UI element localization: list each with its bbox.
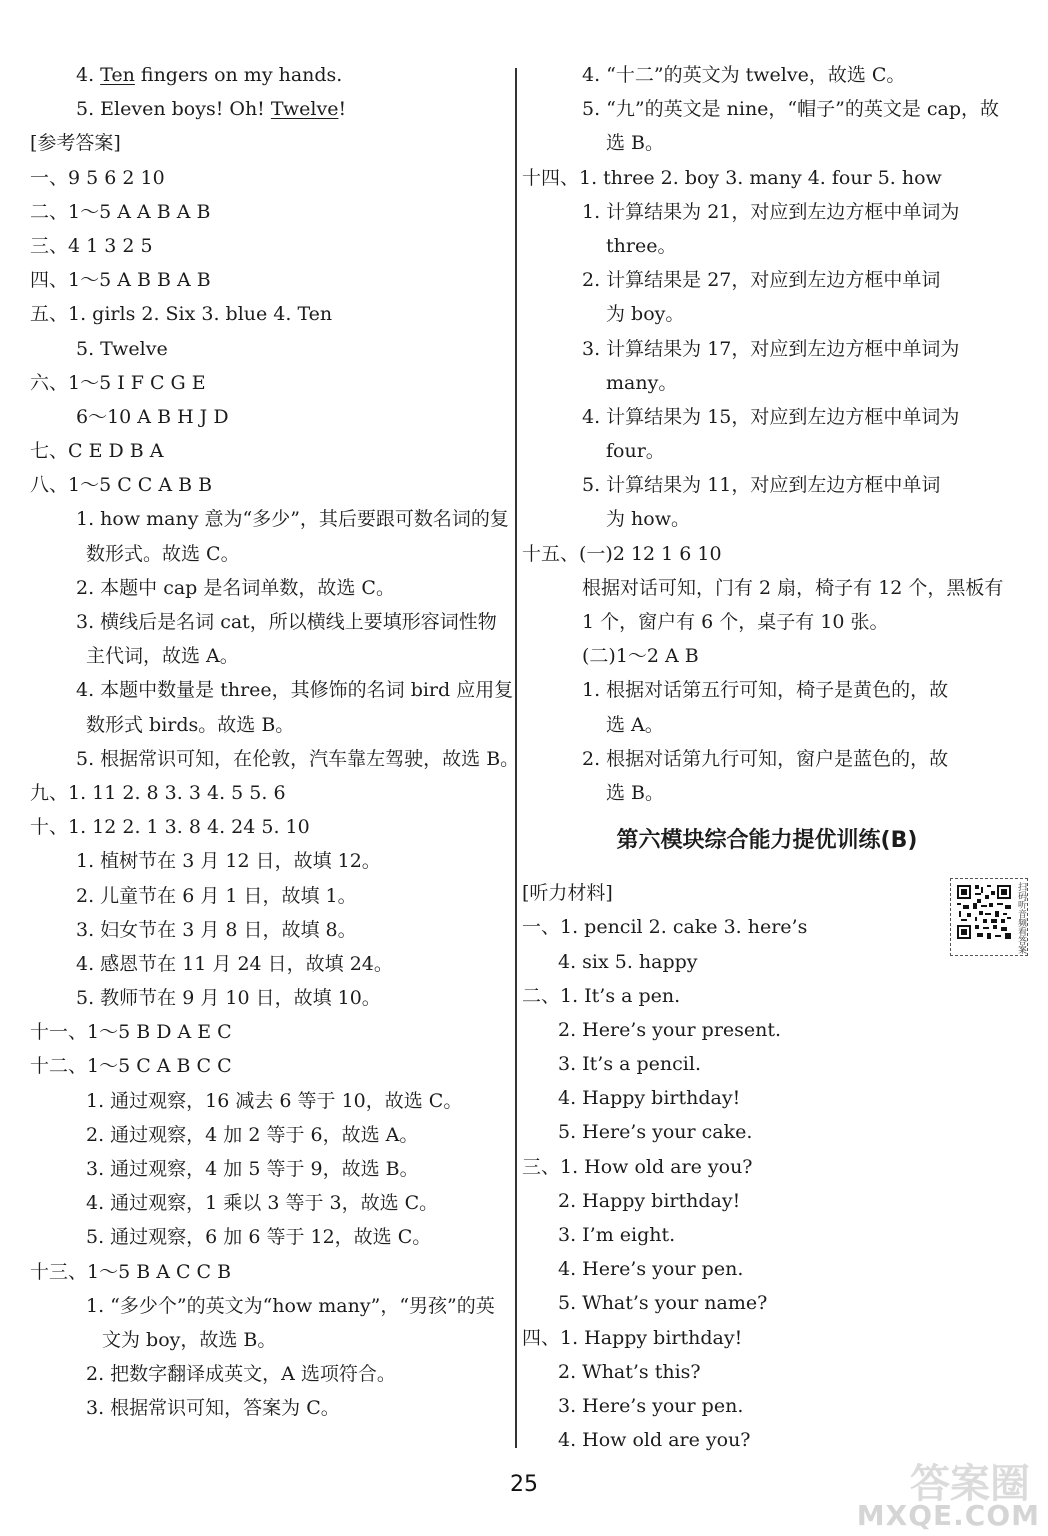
answer-line: 四、1～5 A B B A B — [30, 269, 211, 292]
listening-line: 2. What’s this? — [558, 1360, 701, 1383]
watermark — [856, 1452, 1040, 1532]
answer-line: 十一、1～5 B D A E C — [30, 1021, 232, 1044]
listening-line: 3. Here’s your pen. — [558, 1394, 744, 1417]
explanation-line: 5. 计算结果为 11，对应到左边方框中单词 — [582, 474, 941, 497]
explanation-line: 文为 boy，故选 B。 — [102, 1328, 277, 1351]
answer-line: 三、4 1 3 2 5 — [30, 234, 153, 257]
explanation-line: 4. “十二”的英文为 twelve，故选 C。 — [582, 64, 906, 86]
answer-line: (二)1～2 A B — [582, 645, 699, 668]
qr-code[interactable] — [950, 878, 1028, 956]
listening-heading: [听力材料] — [522, 882, 613, 905]
listening-line: 5. What’s your name? — [558, 1292, 768, 1315]
explanation-line: 1 个，窗户有 6 个，桌子有 10 张。 — [582, 611, 889, 633]
listening-line: 4. Here’s your pen. — [558, 1258, 744, 1281]
listening-line: 一、1. pencil 2. cake 3. here’s — [522, 916, 808, 939]
explanation-line: 根据对话可知，门有 2 扇，椅子有 12 个，黑板有 — [582, 576, 1004, 599]
explanation-line: 为 boy。 — [606, 303, 685, 326]
listening-line: 5. Eleven boys! Oh! Twelve! — [76, 98, 347, 121]
answer-line: 一、9 5 6 2 10 — [30, 166, 165, 189]
listening-line: 四、1. Happy birthday! — [522, 1326, 743, 1349]
answer-line: 6～10 A B H J D — [76, 405, 229, 428]
explanation-line: 1. 植树节在 3 月 12 日，故填 12。 — [76, 850, 381, 873]
explanation-line: 选 B。 — [606, 781, 665, 804]
answer-line: 九、1. 11 2. 8 3. 3 4. 5 5. 6 — [30, 781, 286, 804]
qr-caption: 扫码听音频看答案 — [1016, 882, 1026, 954]
answer-line: 八、1～5 C C A B B — [30, 474, 213, 497]
listening-line: 3. It’s a pencil. — [558, 1053, 701, 1076]
answer-line: 十三、1～5 B A C C B — [30, 1260, 232, 1283]
explanation-line: 2. 计算结果是 27，对应到左边方框中单词 — [582, 269, 941, 292]
answer-line: 七、C E D B A — [30, 440, 164, 463]
section-title: 第六模块综合能力提优训练(B) — [616, 828, 918, 854]
right-column — [522, 58, 1012, 1457]
listening-line: 4. Ten fingers on my hands. — [76, 64, 343, 86]
explanation-line: 4. 本题中数量是 three，其修饰的名词 bird 应用复 — [76, 679, 514, 702]
explanation-line: 主代词，故选 A。 — [86, 645, 239, 668]
explanation-line: 1. 计算结果为 21，对应到左边方框中单词为 — [582, 200, 960, 223]
explanation-line: 1. 通过观察，16 减去 6 等于 10，故选 C。 — [86, 1089, 463, 1112]
explanation-line: 2. 把数字翻译成英文，A 选项符合。 — [86, 1363, 396, 1386]
explanation-line: 2. 本题中 cap 是名词单数，故选 C。 — [76, 576, 395, 599]
explanation-line: 2. 根据对话第九行可知，窗户是蓝色的，故 — [582, 747, 949, 770]
listening-line: 二、1. It’s a pen. — [522, 984, 681, 1007]
explanation-line: 3. 根据常识可知，答案为 C。 — [86, 1397, 340, 1420]
listening-line: 2. Happy birthday! — [558, 1189, 741, 1212]
explanation-line: 5. “九”的英文是 nine，“帽子”的英文是 cap，故 — [582, 98, 1000, 121]
explanation-line: 数形式。故选 C。 — [86, 542, 240, 565]
page-number: 25 — [510, 1472, 538, 1497]
listening-line: 三、1. How old are you? — [522, 1155, 753, 1178]
answer-line: 五、1. girls 2. Six 3. blue 4. Ten — [30, 303, 333, 326]
listening-line: 3. I’m eight. — [558, 1224, 676, 1246]
answer-line: 5. Twelve — [76, 337, 168, 360]
explanation-line: 1. 根据对话第五行可知，椅子是黄色的，故 — [582, 679, 949, 702]
left-column — [30, 58, 520, 1426]
explanation-line: 2. 通过观察，4 加 2 等于 6，故选 A。 — [86, 1123, 419, 1146]
answer-line: 六、1～5 I F C G E — [30, 371, 206, 394]
explanation-line: 4. 感恩节在 11 月 24 日，故填 24。 — [76, 952, 393, 975]
explanation-line: 4. 通过观察，1 乘以 3 等于 3，故选 C。 — [86, 1192, 439, 1215]
explanation-line: 5. 教师节在 9 月 10 日，故填 10。 — [76, 987, 381, 1010]
explanation-line: 3. 妇女节在 3 月 8 日，故填 8。 — [76, 918, 357, 941]
explanation-line: 3. 计算结果为 17，对应到左边方框中单词为 — [582, 337, 960, 360]
explanation-line: 5. 通过观察，6 加 6 等于 12，故选 C。 — [86, 1226, 432, 1249]
explanation-line: 1. “多少个”的英文为“how many”，“男孩”的英 — [86, 1294, 495, 1317]
watermark-url: MXQE.COM — [856, 1499, 1040, 1532]
answer-line: 十二、1～5 C A B C C — [30, 1055, 232, 1078]
explanation-line: 4. 计算结果为 15，对应到左边方框中单词为 — [582, 405, 960, 428]
explanation-line: 2. 儿童节在 6 月 1 日，故填 1。 — [76, 884, 357, 907]
explanation-line: 数形式 birds。故选 B。 — [86, 713, 295, 736]
explanation-line: three。 — [606, 234, 677, 257]
explanation-line: 5. 根据常识可知，在伦敦，汽车靠左驾驶，故选 B。 — [76, 747, 520, 770]
answer-line: 二、1～5 A A B A B — [30, 200, 211, 223]
explanation-line: four。 — [606, 440, 665, 463]
listening-line: 4. Happy birthday! — [558, 1087, 741, 1110]
explanation-line: 3. 通过观察，4 加 5 等于 9，故选 B。 — [86, 1158, 419, 1180]
listening-line: 5. Here’s your cake. — [558, 1121, 753, 1144]
answer-line: 十五、(一)2 12 1 6 10 — [522, 542, 722, 565]
explanation-line: 3. 横线后是名词 cat，所以横线上要填形容词性物 — [76, 611, 497, 633]
listening-line: 4. six 5. happy — [558, 950, 698, 973]
explanation-line: 为 how。 — [606, 508, 690, 531]
explanation-line: 选 A。 — [606, 713, 664, 736]
answers-heading: [参考答案] — [30, 132, 121, 155]
qr-code-icon — [955, 883, 1013, 941]
answer-line: 十四、1. three 2. boy 3. many 4. four 5. how — [522, 166, 942, 189]
watermark-logo: 答案圈 — [910, 1461, 1030, 1507]
explanation-line: 1. how many 意为“多少”，其后要跟可数名词的复 — [76, 508, 509, 531]
listening-line: 4. How old are you? — [558, 1429, 751, 1452]
explanation-line: many。 — [606, 371, 678, 394]
explanation-line: 选 B。 — [606, 132, 665, 155]
answer-line: 十、1. 12 2. 1 3. 8 4. 24 5. 10 — [30, 816, 310, 839]
listening-line: 2. Here’s your present. — [558, 1018, 782, 1041]
